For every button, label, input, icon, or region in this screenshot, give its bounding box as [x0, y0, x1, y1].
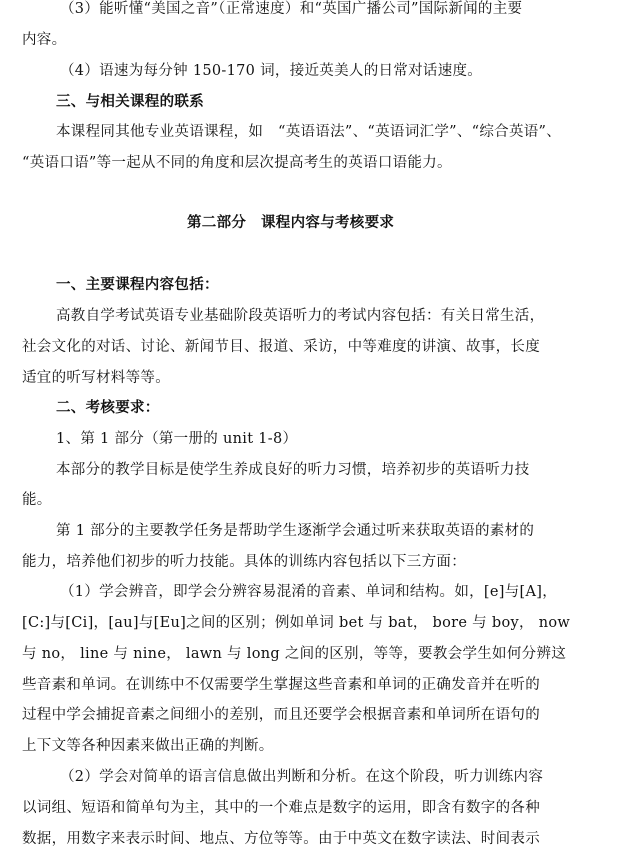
paragraph-line: [C:]与[Ci]，[au]与[Eu]之间的区别；例如单词 bet 与 bat， bore 与 boy， now [22, 615, 571, 631]
paragraph-line: 过程中学会捕捉音素之间细小的差别，而且还要学会根据音素和单词所在语句的 [22, 707, 540, 723]
paragraph-line: 与 no， line 与 nine， lawn 与 long 之间的区别，等等，要教会学生如何分辨这 [22, 646, 567, 662]
section-heading: 一、主要课程内容包括： [56, 276, 219, 293]
paragraph-line: 社会文化的对话、讨论、新闻节目、报道、采访，中等难度的讲演、故事，长度 [22, 339, 540, 355]
section-heading: 三、与相关课程的联系 [56, 93, 204, 110]
paragraph-line: 高教自学考试英语专业基础阶段英语听力的考试内容包括：有关日常生活， [56, 308, 545, 324]
paragraph-line: 第 1 部分的主要教学任务是帮助学生逐渐学会通过听来获取英语的素材的 [56, 523, 535, 539]
paragraph-line: 以词组、短语和简单句为主，其中的一个难点是数字的运用，即含有数字的各种 [22, 800, 540, 816]
paragraph-line: 能。 [22, 492, 52, 508]
paragraph-line: 内容。 [22, 32, 67, 48]
paragraph-line: 数据，用数字来表示时间、地点、方位等等。由于中英文在数字读法、时间表示 [22, 831, 540, 847]
paragraph-line: 本部分的教学目标是使学生养成良好的听力习惯，培养初步的英语听力技 [56, 462, 530, 478]
paragraph-line: （3）能听懂“美国之音”（正常速度）和“英国广播公司”国际新闻的主要 [60, 1, 523, 17]
paragraph-line: 本课程同其他专业英语课程，如 “英语语法”、“英语词汇学”、“综合英语”、 [56, 124, 562, 140]
paragraph-line: 些音素和单词。在训练中不仅需要学生掌握这些音素和单词的正确发音并在听的 [22, 677, 540, 693]
paragraph-line: 能力，培养他们初步的听力技能。具体的训练内容包括以下三方面： [22, 554, 466, 570]
part-heading: 第二部分 课程内容与考核要求 [187, 214, 395, 231]
section-heading: 二、考核要求： [56, 399, 160, 416]
subsection-heading: 1、第 1 部分（第一册的 unit 1-8） [56, 431, 298, 447]
paragraph-line: “英语口语”等一起从不同的角度和层次提高考生的英语口语能力。 [22, 155, 452, 171]
paragraph-line: （4）语速为每分钟 150-170 词，接近英美人的日常对话速度。 [60, 63, 483, 79]
paragraph-line: （2）学会对简单的语言信息做出判断和分析。在这个阶段，听力训练内容 [60, 769, 544, 785]
paragraph-line: 上下文等各种因素来做出正确的判断。 [22, 738, 274, 754]
paragraph-line: （1）学会辨音，即学会分辨容易混淆的音素、单词和结构。如，[e]与[A]， [60, 584, 558, 600]
paragraph-line: 适宜的听写材料等等。 [22, 370, 170, 386]
